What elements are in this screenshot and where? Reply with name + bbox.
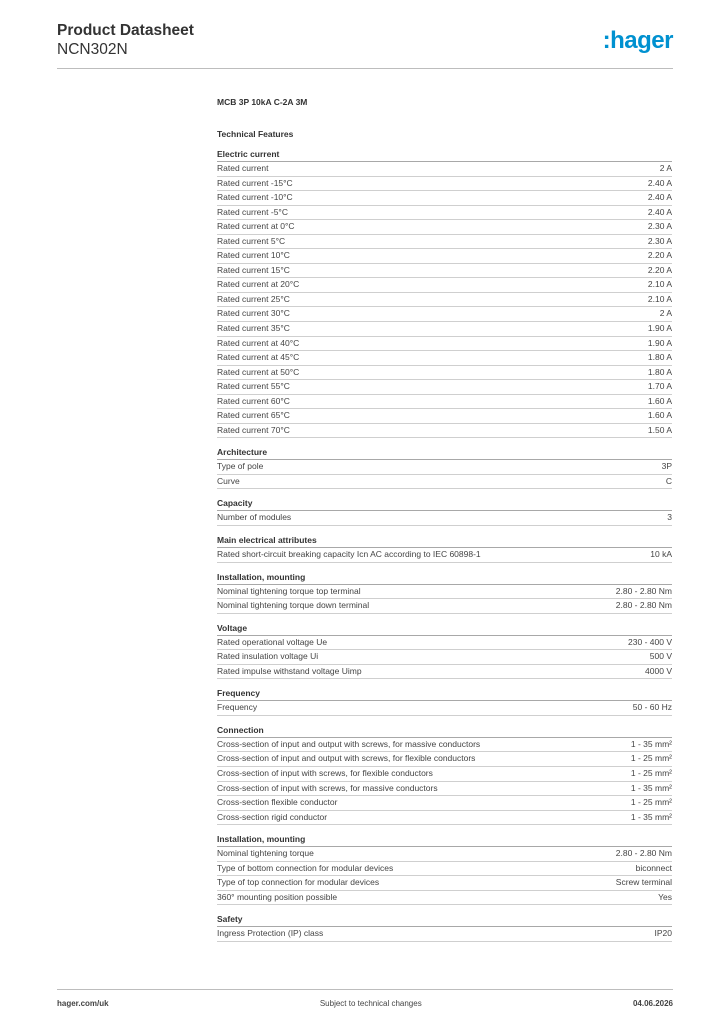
feature-row — [217, 395, 672, 410]
feature-label: Rated current 25°C — [217, 293, 290, 304]
feature-value: 1.90 A — [647, 337, 672, 348]
feature-value: 2.30 A — [647, 221, 672, 232]
feature-value: 2.20 A — [647, 264, 672, 275]
feature-section — [217, 724, 672, 825]
feature-row — [217, 264, 672, 279]
section-title: Capacity — [217, 497, 672, 511]
feature-row — [217, 475, 672, 490]
feature-row — [217, 891, 672, 906]
feature-label: Rated impulse withstand voltage Uimp — [217, 665, 362, 676]
feature-label: Rated current at 45°C — [217, 352, 300, 363]
feature-value: 2 A — [659, 308, 672, 319]
hager-logo: :hager — [602, 27, 673, 54]
feature-label: Cross-section flexible conductor — [217, 797, 338, 808]
feature-label: Frequency — [217, 702, 258, 713]
document-header — [57, 21, 194, 59]
feature-value: 1.60 A — [647, 395, 672, 406]
section-title: Installation, mounting — [217, 833, 672, 847]
feature-row — [217, 409, 672, 424]
feature-label: Rated current 15°C — [217, 264, 290, 275]
feature-row — [217, 599, 672, 614]
feature-label: Cross-section of input and output with screws, for flexible conductors — [217, 753, 476, 764]
header-divider — [57, 68, 673, 69]
feature-section — [217, 913, 672, 942]
feature-value: 1 - 25 mm² — [630, 767, 672, 778]
feature-row — [217, 927, 672, 942]
feature-value: 1.90 A — [647, 323, 672, 334]
feature-section — [217, 534, 672, 563]
feature-label: Nominal tightening torque top terminal — [217, 585, 361, 596]
feature-section — [217, 571, 672, 614]
feature-row — [217, 293, 672, 308]
feature-row — [217, 278, 672, 293]
section-title: Voltage — [217, 622, 672, 636]
feature-value: 1 - 25 mm² — [630, 797, 672, 808]
feature-value: 2.40 A — [647, 206, 672, 217]
feature-label: Type of top connection for modular devices — [217, 877, 380, 888]
feature-label: Cross-section rigid conductor — [217, 811, 328, 822]
feature-value: 2.80 - 2.80 Nm — [615, 848, 672, 859]
feature-value: 2.30 A — [647, 235, 672, 246]
feature-row — [217, 811, 672, 826]
feature-value: 10 kA — [650, 549, 672, 560]
feature-label: Rated current at 40°C — [217, 337, 300, 348]
feature-row — [217, 636, 672, 651]
feature-section — [217, 687, 672, 716]
feature-label: Rated current 60°C — [217, 395, 290, 406]
feature-label: Rated short-circuit breaking capacity Icn AC according to IEC 60898-1 — [217, 549, 481, 560]
feature-label: Curve — [217, 475, 240, 486]
feature-value: 1 - 35 mm² — [630, 738, 672, 749]
feature-label: Nominal tightening torque down terminal — [217, 600, 370, 611]
feature-row — [217, 511, 672, 526]
feature-label: Rated current at 0°C — [217, 221, 295, 232]
feature-value: biconnect — [635, 862, 672, 873]
section-title: Frequency — [217, 687, 672, 701]
document-footer — [57, 999, 673, 1008]
feature-label: Type of bottom connection for modular devices — [217, 862, 394, 873]
feature-row — [217, 738, 672, 753]
feature-value: 50 - 60 Hz — [632, 702, 672, 713]
feature-label: Rated current -15°C — [217, 177, 293, 188]
section-title: Installation, mounting — [217, 571, 672, 585]
feature-row — [217, 752, 672, 767]
section-title: Electric current — [217, 148, 672, 162]
product-reference: NCN302N — [57, 41, 128, 58]
feature-value: 3 — [667, 512, 672, 523]
section-title: Architecture — [217, 446, 672, 460]
feature-row — [217, 249, 672, 264]
feature-label: Rated current — [217, 163, 269, 173]
feature-value: 230 - 400 V — [628, 636, 672, 647]
feature-label: Rated current -10°C — [217, 192, 293, 203]
feature-row — [217, 548, 672, 563]
feature-row — [217, 337, 672, 352]
section-title: Connection — [217, 724, 672, 738]
datasheet-content — [217, 97, 672, 942]
feature-label: Rated current 30°C — [217, 308, 290, 319]
section-title: Safety — [217, 913, 672, 927]
product-name: MCB 3P 10kA C-2A 3M — [217, 97, 308, 107]
feature-value: 2.40 A — [647, 192, 672, 203]
feature-value: 2 A — [659, 163, 672, 173]
footer-date: 04.06.2026 — [632, 999, 673, 1008]
feature-value: 4000 V — [645, 665, 672, 676]
footer-notice: Subject to technical changes — [319, 999, 422, 1008]
feature-row — [217, 191, 672, 206]
feature-label: Rated insulation voltage Ui — [217, 651, 319, 662]
feature-row — [217, 796, 672, 811]
feature-value: Screw terminal — [615, 877, 672, 888]
feature-row — [217, 177, 672, 192]
feature-label: Nominal tightening torque — [217, 848, 314, 859]
feature-value: 2.10 A — [647, 293, 672, 304]
feature-label: Rated current at 20°C — [217, 279, 300, 290]
footer-divider — [57, 989, 673, 990]
feature-label: Rated current 65°C — [217, 410, 290, 421]
feature-row — [217, 585, 672, 600]
feature-label: Rated operational voltage Ue — [217, 636, 328, 647]
feature-value: 3P — [661, 461, 672, 472]
feature-value: 1 - 35 mm² — [630, 782, 672, 793]
feature-label: Rated current 35°C — [217, 323, 290, 334]
feature-value: IP20 — [654, 928, 672, 939]
feature-row — [217, 847, 672, 862]
feature-row — [217, 650, 672, 665]
feature-label: Cross-section of input with screws, for massive conductors — [217, 782, 438, 793]
feature-section — [217, 622, 672, 680]
feature-label: Ingress Protection (IP) class — [217, 928, 324, 939]
feature-row — [217, 307, 672, 322]
feature-value: 500 V — [649, 651, 672, 662]
feature-label: Rated current 5°C — [217, 235, 286, 246]
feature-section — [217, 446, 672, 489]
feature-row — [217, 460, 672, 475]
feature-row — [217, 206, 672, 221]
feature-label: Cross-section of input and output with screws, for massive conductors — [217, 738, 481, 749]
feature-row — [217, 235, 672, 250]
feature-section — [217, 497, 672, 526]
feature-row — [217, 782, 672, 797]
feature-label: 360° mounting position possible — [217, 891, 338, 902]
feature-section — [217, 148, 672, 438]
feature-value: 2.40 A — [647, 177, 672, 188]
feature-label: Rated current 55°C — [217, 381, 290, 392]
footer-website: hager.com/uk — [57, 999, 109, 1008]
feature-value: 1.80 A — [647, 352, 672, 363]
section-title: Main electrical attributes — [217, 534, 672, 548]
feature-value: 1.60 A — [647, 410, 672, 421]
feature-row — [217, 220, 672, 235]
feature-value: Yes — [658, 891, 672, 902]
feature-value: 2.80 - 2.80 Nm — [615, 585, 672, 596]
feature-value: 2.80 - 2.80 Nm — [615, 600, 672, 611]
feature-row — [217, 366, 672, 381]
feature-label: Rated current 10°C — [217, 250, 290, 261]
feature-row — [217, 767, 672, 782]
feature-value: 1 - 25 mm² — [630, 753, 672, 764]
feature-value: 1.80 A — [647, 366, 672, 377]
feature-row — [217, 424, 672, 439]
feature-row — [217, 380, 672, 395]
feature-row — [217, 665, 672, 680]
feature-label: Rated current -5°C — [217, 206, 288, 217]
document-title: Product Datasheet — [57, 22, 194, 39]
feature-label: Cross-section of input with screws, for flexible conductors — [217, 767, 433, 778]
feature-value: 2.20 A — [647, 250, 672, 261]
feature-row — [217, 351, 672, 366]
feature-row — [217, 322, 672, 337]
feature-value: 1 - 35 mm² — [630, 811, 672, 822]
feature-row — [217, 701, 672, 716]
feature-sections — [217, 148, 672, 942]
feature-label: Number of modules — [217, 512, 292, 523]
feature-value: 1.70 A — [647, 381, 672, 392]
feature-label: Rated current at 50°C — [217, 366, 300, 377]
feature-row — [217, 876, 672, 891]
feature-label: Type of pole — [217, 461, 264, 472]
feature-value: 1.50 A — [647, 424, 672, 435]
feature-row — [217, 162, 672, 177]
feature-value: C — [665, 475, 672, 486]
feature-row — [217, 862, 672, 877]
feature-value: 2.10 A — [647, 279, 672, 290]
feature-section — [217, 833, 672, 905]
feature-label: Rated current 70°C — [217, 424, 290, 435]
features-heading: Technical Features — [217, 129, 294, 139]
